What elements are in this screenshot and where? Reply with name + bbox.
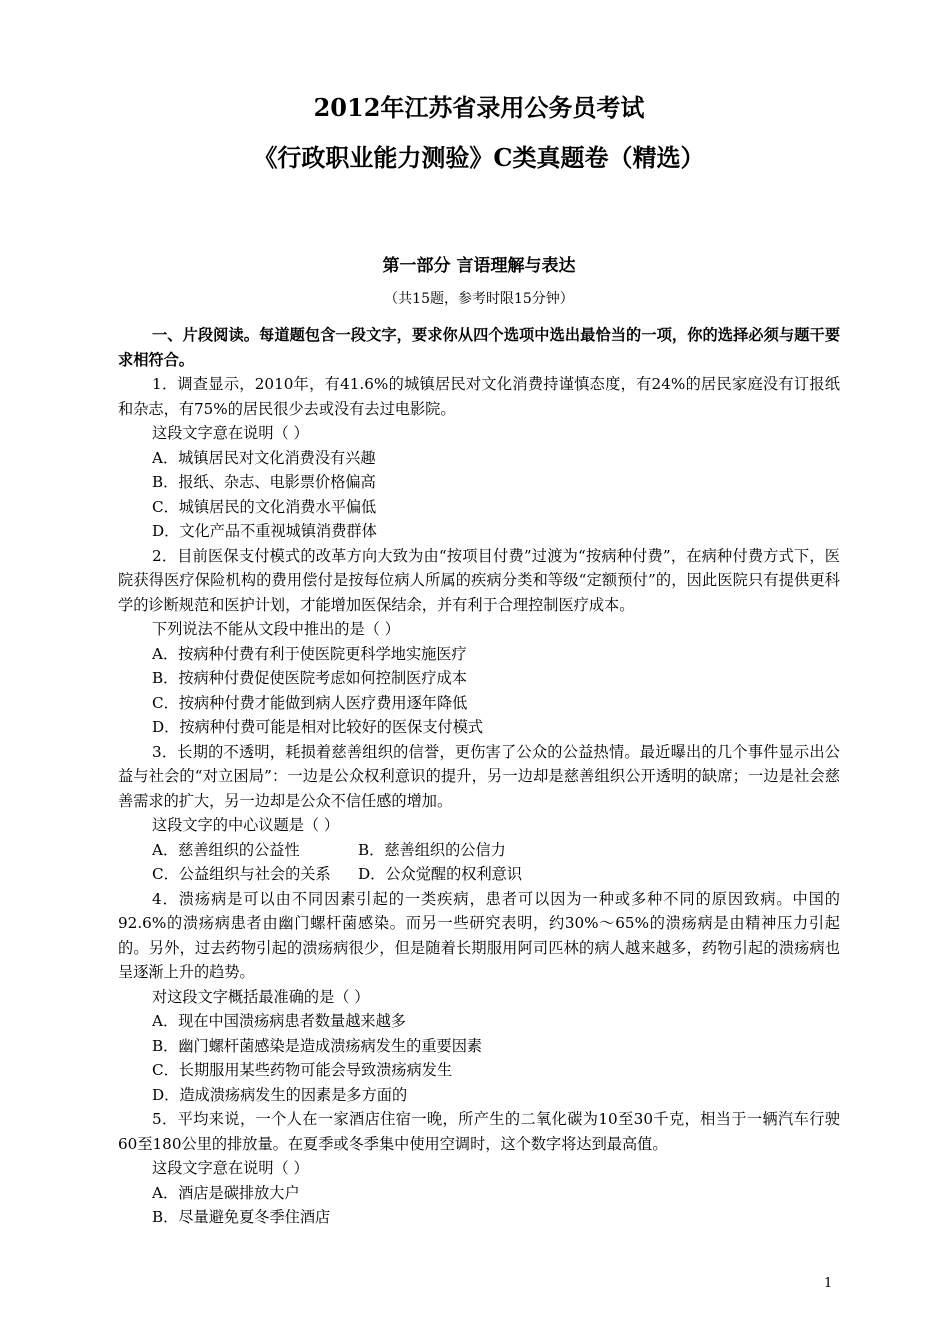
question-1-stem: 这段文字意在说明（ ）: [152, 424, 309, 442]
question-2-option-b: B．按病种付费促使医院考虑如何控制医疗成本: [152, 669, 467, 687]
question-3-option-b: B．慈善组织的公信力: [358, 840, 506, 859]
question-4-option-b: B．幽门螺杆菌感染是造成溃疡病发生的重要因素: [152, 1036, 483, 1055]
question-2-option-d: D．按病种付费可能是相对比较好的医保支付模式: [152, 718, 484, 736]
section-title: 第一部分 言语理解与表达: [382, 256, 576, 276]
question-4-passage: 4．溃疡病是可以由不同因素引起的一类疾病，患者可以因为一种或多种不同的原因致病。中国的92.6%的溃疡病患者由幽门螺杆菌感染。而另一些研究表明，约30%～65%的溃疡病是由精神压力引起的。另外，过去药物引起的溃疡病很少，但是随着长期服用阿司匹林的病人越来越多，药物引起的溃疡病也呈逐渐上升的趋势。: [118, 889, 840, 981]
question-3-options-row-1: [118, 838, 840, 863]
question-1-option-b: B．报纸、杂志、电影票价格偏高: [152, 473, 376, 491]
question-3-options-row-2: [118, 862, 840, 887]
section-subtitle: （共15题，参考时限15分钟）: [384, 291, 574, 307]
document-title-line2: 《行政职业能力测验》C类真题卷（精选）: [253, 143, 705, 172]
question-3-option-c: C．公益组织与社会的关系: [152, 865, 331, 883]
question-4-stem: 对这段文字概括最准确的是（ ）: [152, 987, 370, 1006]
question-4-option-a: A．现在中国溃疡病患者数量越来越多: [152, 1012, 406, 1030]
question-2-passage: 2．目前医保支付模式的改革方向大致为由“按项目付费”过渡为“按病种付费”，在病种付费方式下，医院获得医疗保险机构的费用偿付是按每位病人所属的疾病分类和等级“定额预付”的，因此医院只有提供更科学的诊断规范和医护计划，才能增加医保结余，并有利于合理控制医疗成本。: [118, 546, 840, 614]
question-1-option-d: D．文化产品不重视城镇消费群体: [152, 522, 377, 540]
question-5-passage: 5．平均来说，一个人在一家酒店住宿一晚，所产生的二氧化碳为10至30千克，相当于一辆汽车行驶60至180公里的排放量。在夏季或冬季集中使用空调时，这个数字将达到最高值。: [118, 1110, 840, 1153]
question-4-option-d: D．造成溃疡病发生的因素是多方面的: [152, 1085, 408, 1104]
question-3-stem: 这段文字的中心议题是（ ）: [152, 816, 340, 834]
question-3-option-a: A．慈善组织的公益性: [152, 840, 300, 859]
page-number: 1: [824, 1276, 833, 1291]
question-2-option-c: C．按病种付费才能做到病人医疗费用逐年降低: [152, 693, 468, 712]
question-5-stem: 这段文字意在说明（ ）: [152, 1159, 309, 1177]
question-1-option-a: A．城镇居民对文化消费没有兴趣: [152, 448, 376, 467]
question-3-option-d: D．公众觉醒的权利意识: [358, 865, 523, 883]
document-body: [118, 323, 840, 1230]
question-2-stem: 下列说法不能从文段中推出的是（ ）: [152, 620, 400, 638]
document-title-line1: 2012年江苏省录用公务员考试: [313, 93, 645, 122]
instruction-paragraph: 一、片段阅读。每道题包含一段文字，要求你从四个选项中选出最恰当的一项，你的选择必须与题干要求相符合。: [118, 326, 840, 369]
question-2-option-a: A．按病种付费有利于使医院更科学地实施医疗: [152, 644, 467, 663]
question-5-option-b: B．尽量避免夏冬季住酒店: [152, 1208, 331, 1226]
question-4-option-c: C．长期服用某些药物可能会导致溃疡病发生: [152, 1061, 453, 1079]
question-3-passage: 3．长期的不透明，耗损着慈善组织的信誉，更伤害了公众的公益热情。最近曝出的几个事件显示出公益与社会的“对立困局”：一边是公众权利意识的提升，另一边却是慈善组织公开透明的缺席；一边是社会慈善需求的扩大，另一边却是公众不信任感的增加。: [118, 742, 840, 810]
question-5-option-a: A．酒店是碳排放大户: [152, 1183, 300, 1202]
question-1-passage: 1．调查显示，2010年，有41.6%的城镇居民对文化消费持谨慎态度，有24%的居民家庭没有订报纸和杂志，有75%的居民很少去或没有去过电影院。: [118, 375, 840, 418]
question-1-option-c: C．城镇居民的文化消费水平偏低: [152, 497, 377, 516]
